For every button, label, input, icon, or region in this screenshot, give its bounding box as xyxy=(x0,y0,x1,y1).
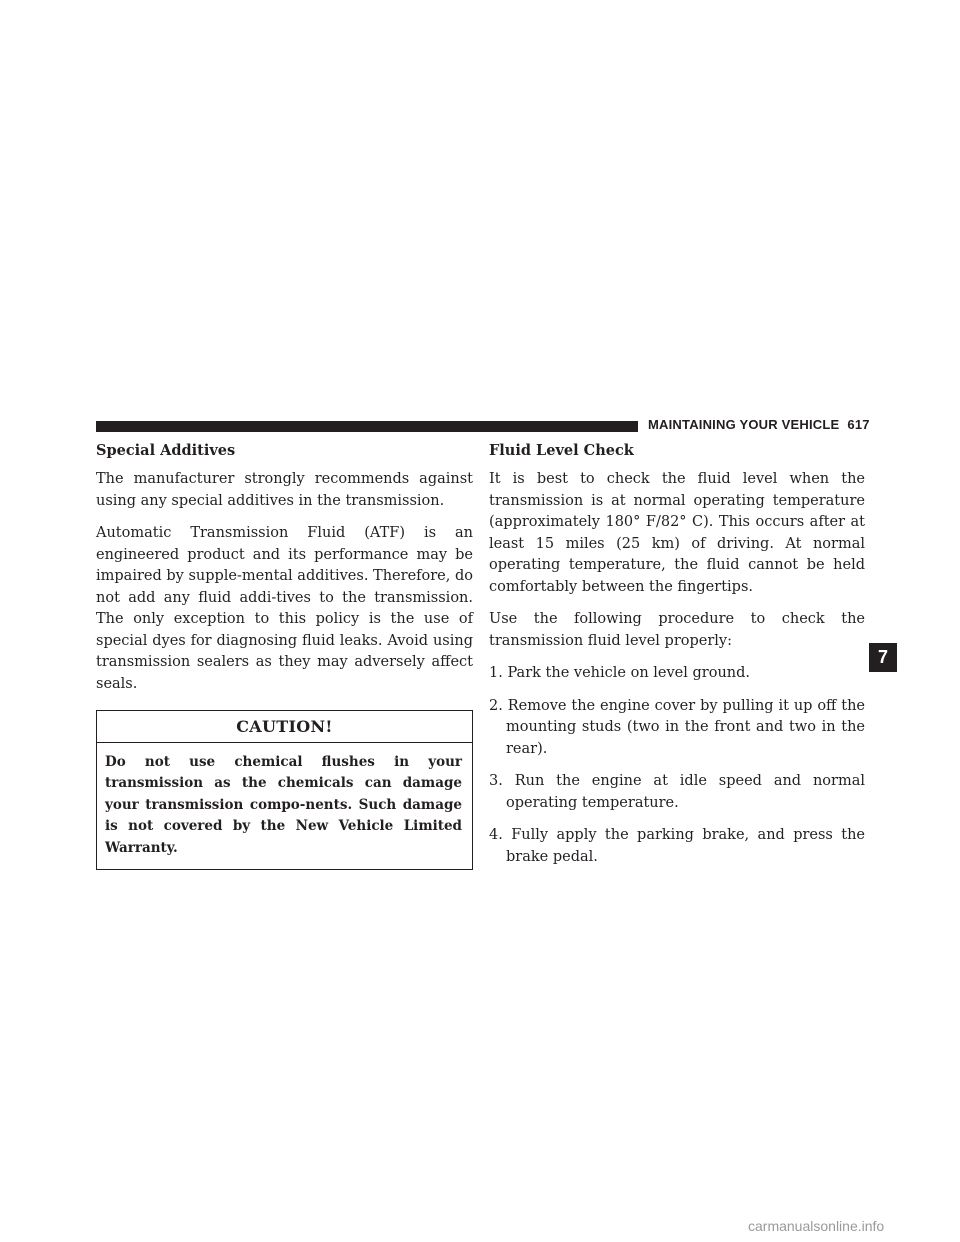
step-text: Fully apply the parking brake, and press the brake pedal. xyxy=(506,827,866,865)
step-number: 2. xyxy=(489,697,503,714)
paragraph: It is best to check the fluid level when the transmission is at normal operating temperature (approximately 180° F/82° C). This occurs after at least 15 miles (25 km) of driving. At normal operating temperature, the fluid cannot be held comfortably between the fingertips. xyxy=(489,471,865,595)
right-column xyxy=(489,440,865,879)
paragraph: Automatic Transmission Fluid (ATF) is an engineered product and its performance may be impaired by supple-mental additives. Therefore, do not add any fluid addi-tives to the transmission. The only exception to this policy is the use of special dyes for diagnosing fluid leaks. Avoid using transmission sealers as they may adversely affect seals. xyxy=(96,525,473,692)
step-number: 4. xyxy=(489,827,503,843)
page-number: 617 xyxy=(847,417,870,432)
list-item xyxy=(489,825,865,868)
step-text: Remove the engine cover by pulling it up off the mounting studs (two in the front and two in the rear). xyxy=(506,697,865,757)
watermark: carmanualsonline.info xyxy=(748,1218,885,1234)
paragraph: Use the following procedure to check the transmission fluid level properly: xyxy=(489,611,865,649)
header-rule xyxy=(96,421,638,432)
chapter-tab: 7 xyxy=(869,643,897,672)
caution-text: Do not use chemical flushes in your transmission as the chemicals can damage your transmission compo-nents. Such damage is not covered by the New Vehicle Limited Warranty. xyxy=(105,753,462,856)
left-column xyxy=(96,440,473,870)
procedure-steps xyxy=(489,663,865,868)
paragraph: The manufacturer strongly recommends against using any special additives in the transmission. xyxy=(96,471,473,509)
section-title: MAINTAINING YOUR VEHICLE xyxy=(648,417,840,432)
caution-box xyxy=(96,710,473,870)
step-text: Park the vehicle on level ground. xyxy=(507,665,751,681)
special-additives-heading: Special Additives xyxy=(96,442,236,459)
list-item xyxy=(489,663,865,685)
step-number: 1. xyxy=(489,665,503,681)
caution-title: CAUTION! xyxy=(97,711,472,743)
fluid-level-check-heading: Fluid Level Check xyxy=(489,442,634,459)
step-text: Run the engine at idle speed and normal operating temperature. xyxy=(506,773,865,811)
list-item xyxy=(489,696,865,761)
running-header xyxy=(648,417,870,432)
step-number: 3. xyxy=(489,773,503,789)
list-item xyxy=(489,771,865,814)
